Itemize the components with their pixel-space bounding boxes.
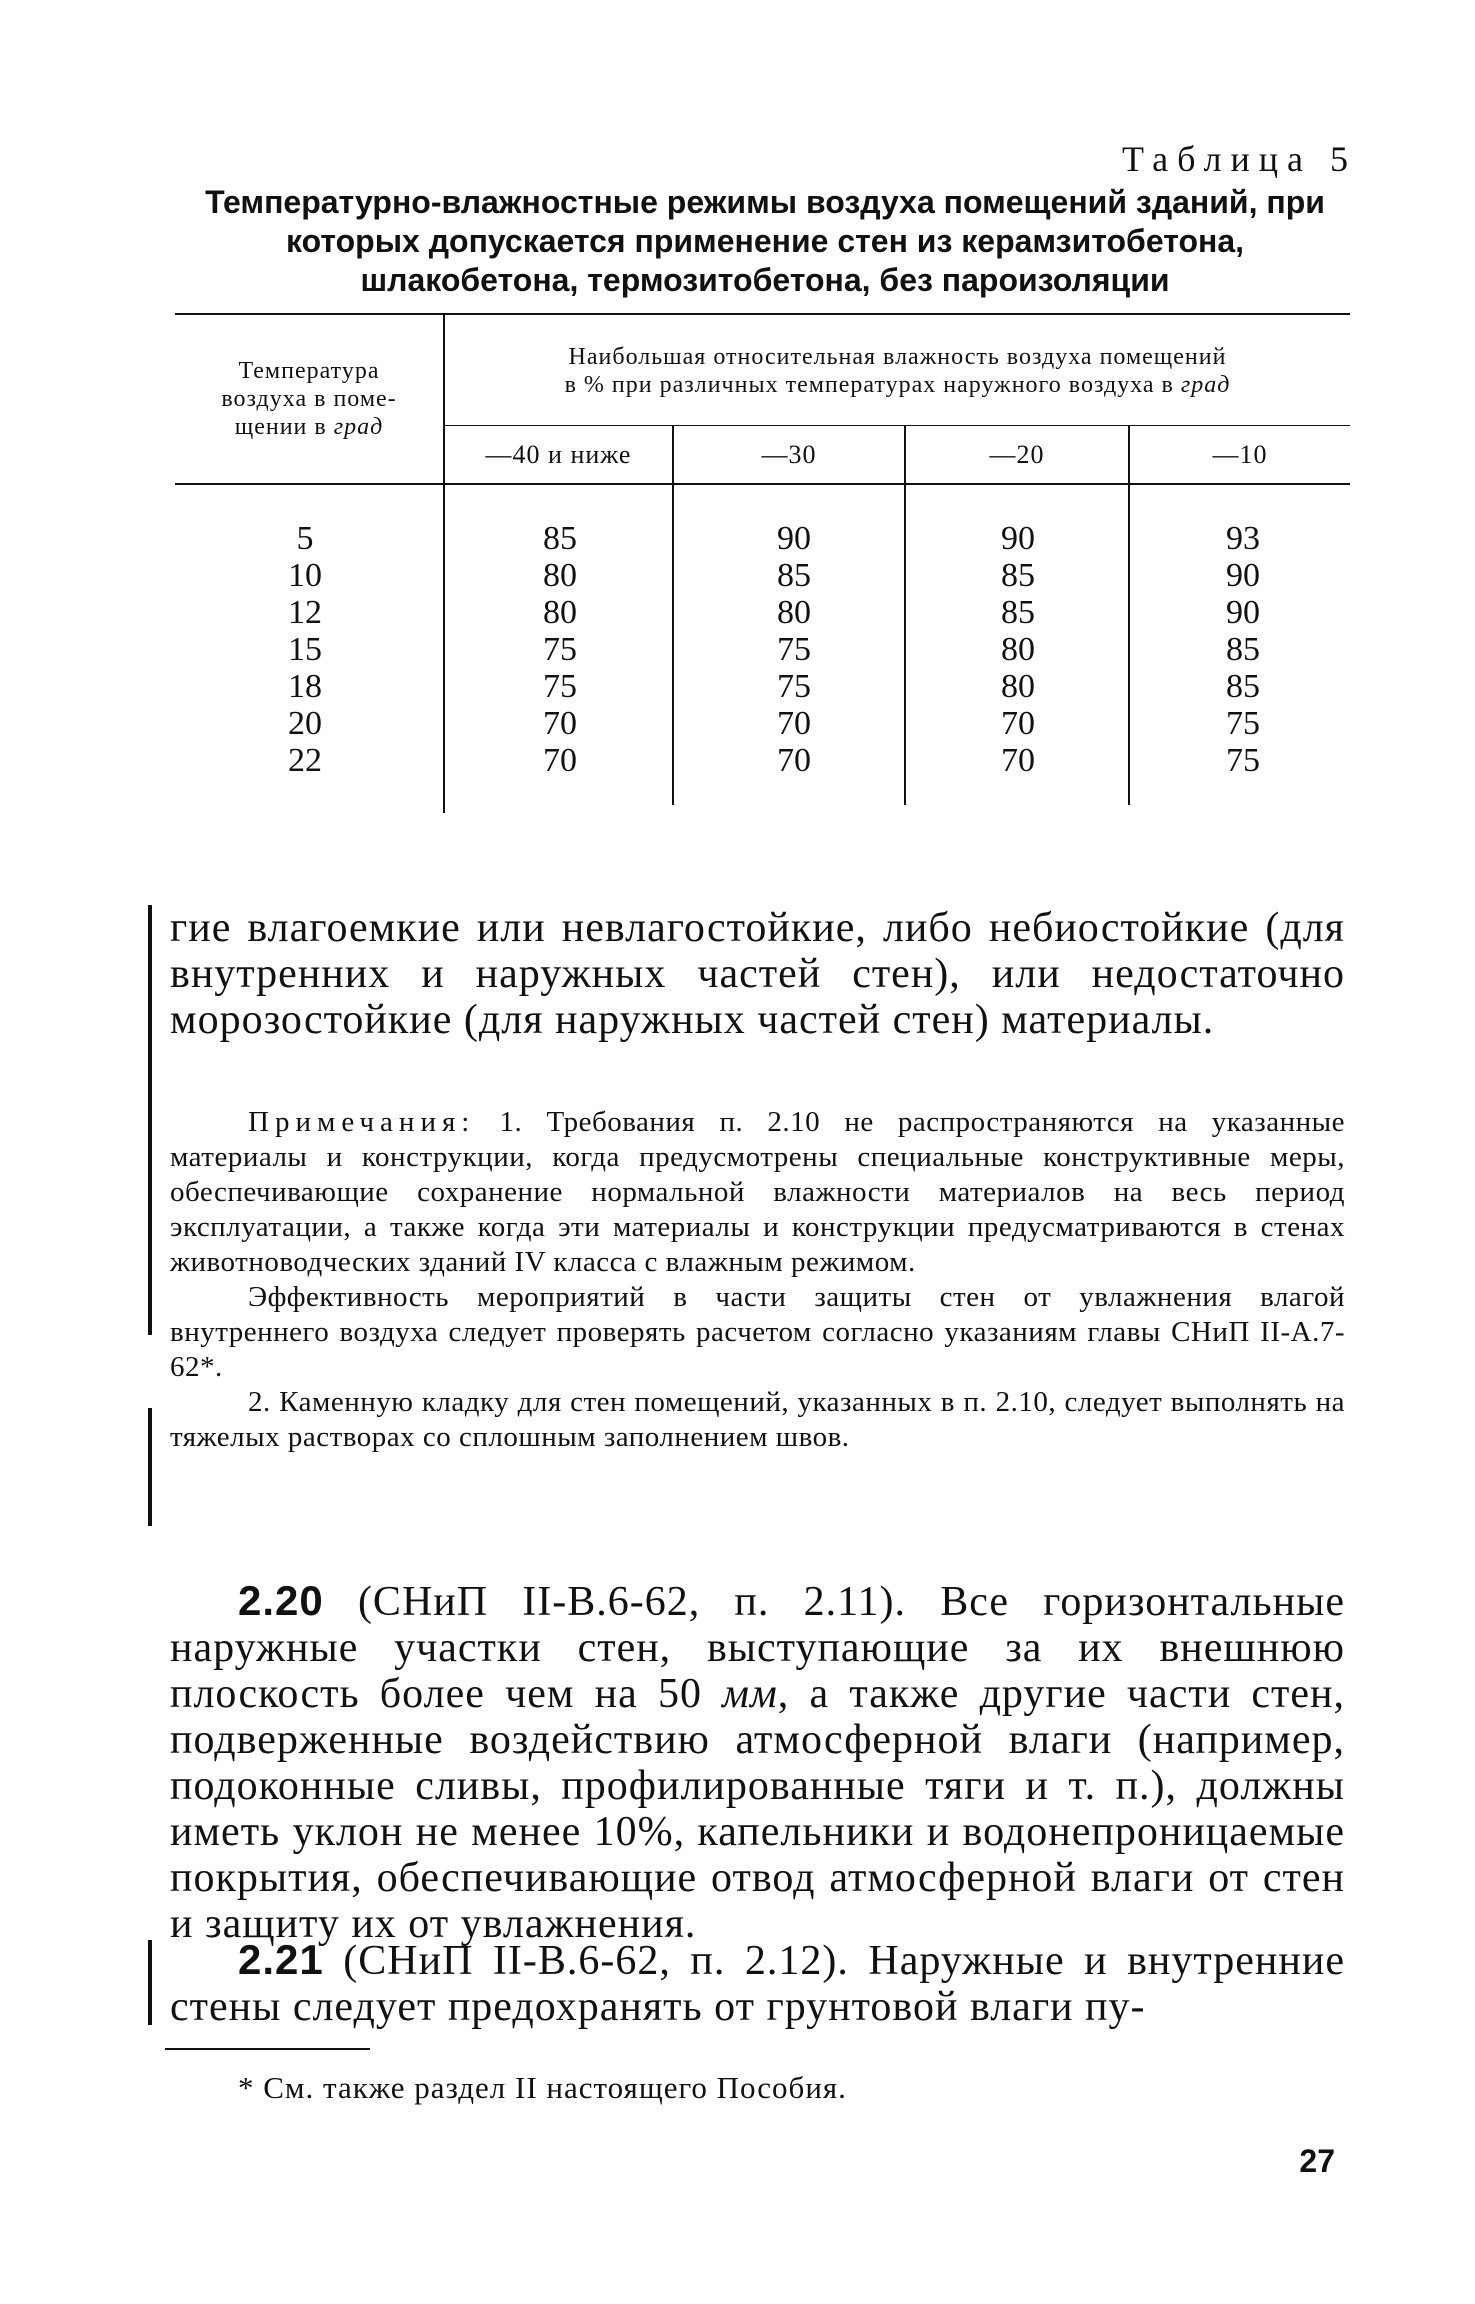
paragraph-2-21-text: (СНиП II-В.6-62, п. 2.12). Наружные и внутренние стены следует предохранять от грунтовой влаги пу- <box>170 1938 1345 2030</box>
table-cell: 5 <box>296 520 314 557</box>
notes-block <box>170 1105 1345 1455</box>
paragraph-2-20-unit: мм <box>722 1671 778 1717</box>
table-label: Таблица 5 <box>1122 139 1357 179</box>
table-cell: 90 <box>1226 557 1260 594</box>
table-cell: 15 <box>288 631 322 668</box>
table-cell: 85 <box>543 520 577 557</box>
table-cell: 80 <box>1001 668 1035 705</box>
col-header-temperature <box>178 357 440 441</box>
subheader-minus10: —10 <box>1212 440 1268 469</box>
table-cell: 85 <box>1001 594 1035 631</box>
note-2: 2. Каменную кладку для стен помещений, указанных в п. 2.10, следует выполнять на тяжелых растворах со сплошным заполнением швов. <box>170 1386 1345 1453</box>
table-cell: 22 <box>288 742 322 779</box>
note-1-text: 1. Требования п. 2.10 не распространяются на указанные материалы и конструкции, когда предусмотрены специальные конструктивные меры, обеспечивающие сохранение нормальной влажности материалов на весь период эксплуатации, а также когда эти материалы и конструкции предусматриваются в стенах животноводческих зданий IV класса с влажным режимом. <box>170 1106 1346 1278</box>
table-cell: 85 <box>1226 668 1260 705</box>
table-cell: 70 <box>1001 742 1035 779</box>
subheader-minus40: —40 и ниже <box>485 440 632 469</box>
paragraph-2-20 <box>170 1578 1345 1947</box>
column-temperature <box>245 520 365 779</box>
table-cell: 85 <box>1001 557 1035 594</box>
group-header-line2-text: в % при различных температурах наружного воздуха в <box>564 372 1174 398</box>
table-cell: 75 <box>1226 705 1260 742</box>
group-header-humidity <box>450 343 1345 399</box>
table-cell: 70 <box>543 705 577 742</box>
column-minus20 <box>958 520 1078 779</box>
paragraph-2-20-text-b: , а также другие части стен, подверженные воздействию атмосферной влаги (например, подоконные сливы, профилированные тяги и т. п.), должны иметь уклон не менее 10%, капельники и водонепроницаемые покрытия, обеспечивающие отвод атмосферной влаги от стен и защиту их от увлажнения. <box>170 1671 1345 1947</box>
paragraph-2-20-text-a: (СНиП II-В.6-62, п. 2.11). Все горизонтальные наружные участки стен, выступающие за их внешнюю плоскость более чем на 50 <box>170 1579 1345 1717</box>
table-cell: 85 <box>777 557 811 594</box>
group-header-line1: Наибольшая относительная влажность воздуха помещений <box>568 344 1227 370</box>
table-cell: 10 <box>288 557 322 594</box>
page-number: 27 <box>1299 2143 1335 2179</box>
table-divider-1 <box>443 313 445 813</box>
col-header-temperature-line3 <box>178 413 440 441</box>
table-cell: 75 <box>543 668 577 705</box>
table-header-bottom-rule <box>175 483 1350 485</box>
footnote: * См. также раздел II настоящего Пособия. <box>238 2070 847 2105</box>
col-header-temperature-line1: Температура <box>238 358 380 384</box>
group-header-line2 <box>450 371 1345 399</box>
paragraph-2-21 <box>170 1937 1345 2030</box>
table-cell: 70 <box>777 705 811 742</box>
paragraph-2-21-number: 2.21 <box>238 1936 324 1983</box>
table-cell: 18 <box>288 668 322 705</box>
table-cell: 90 <box>1226 594 1260 631</box>
margin-bar-bottom <box>148 1940 152 2025</box>
table-cell: 93 <box>1226 520 1260 557</box>
group-header-unit: град <box>1180 372 1231 398</box>
table-subheader-rule <box>445 425 1350 426</box>
note-1 <box>170 1105 1345 1280</box>
col-header-temperature-unit: град <box>333 414 384 440</box>
table-top-rule <box>175 313 1350 315</box>
table-divider-4 <box>1128 425 1130 805</box>
table-cell: 90 <box>777 520 811 557</box>
column-minus40 <box>500 520 620 779</box>
note-1b: Эффективность мероприятий в части защиты стен от увлажнения влагой внутреннего воздуха следует проверять расчетом согласно указаниям главы СНиП II-А.7-62*. <box>170 1281 1345 1383</box>
subheader-minus20: —20 <box>989 440 1045 469</box>
subheader-minus30: —30 <box>761 440 817 469</box>
table-title: Температурно-влажностные режимы воздуха помещений зданий, при которых допускается применение стен из керамзитобетона, шлакобетона, термозитобетона, без пароизоляции <box>205 184 1325 298</box>
col-header-temperature-text: щении в <box>234 414 327 440</box>
table-cell: 80 <box>1001 631 1035 668</box>
column-minus30 <box>734 520 854 779</box>
column-minus10 <box>1183 520 1303 779</box>
notes-label: Примечания: <box>248 1106 476 1138</box>
table-cell: 75 <box>543 631 577 668</box>
table-cell: 85 <box>1226 631 1260 668</box>
col-header-temperature-line2: воздуха в поме- <box>221 386 397 412</box>
paragraph-continuation: гие влагоемкие или невлагостойкие, либо небиостойкие (для внутренних и наружных частей стен), или недостаточно морозостойкие (для наружных частей стен) материалы. <box>170 905 1345 1043</box>
table-divider-2 <box>672 425 674 805</box>
table-cell: 70 <box>1001 705 1035 742</box>
table-divider-3 <box>904 425 906 805</box>
table-cell: 75 <box>1226 742 1260 779</box>
table-cell: 70 <box>777 742 811 779</box>
table-cell: 75 <box>777 631 811 668</box>
table-cell: 12 <box>288 594 322 631</box>
table-cell: 70 <box>543 742 577 779</box>
table-cell: 20 <box>288 705 322 742</box>
table-cell: 80 <box>543 557 577 594</box>
table-cell: 80 <box>777 594 811 631</box>
margin-bar-middle <box>148 1408 152 1526</box>
paragraph-2-20-number: 2.20 <box>238 1577 324 1624</box>
margin-bar-top <box>148 905 152 1335</box>
table-cell: 90 <box>1001 520 1035 557</box>
footnote-rule <box>165 2048 370 2050</box>
table-cell: 75 <box>777 668 811 705</box>
table-cell: 80 <box>543 594 577 631</box>
